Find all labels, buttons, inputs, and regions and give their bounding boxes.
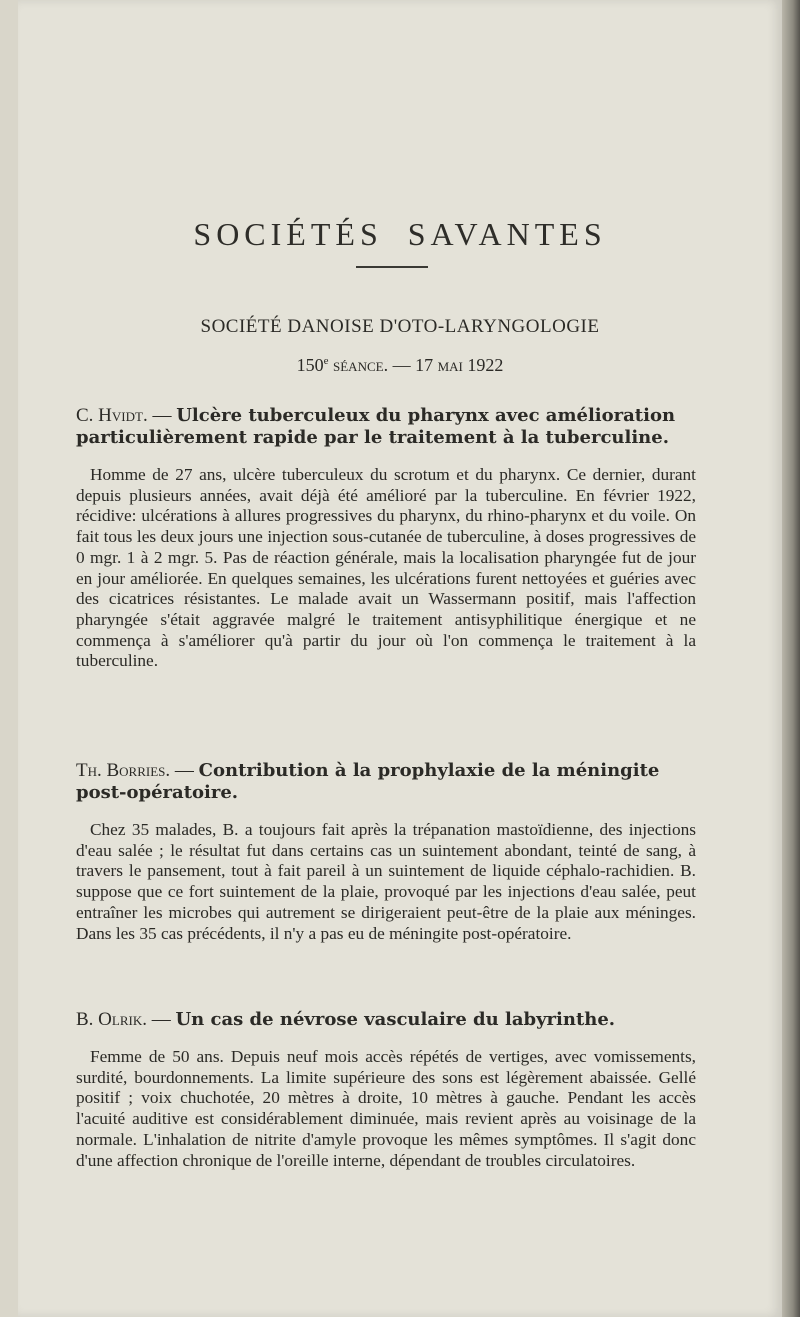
article-author: Th. Borries. — [76, 760, 171, 781]
seance-year: 1922 — [462, 355, 504, 375]
seance-word: séance — [333, 355, 384, 375]
article-author: B. Olrik. — [76, 1009, 147, 1030]
article-hvidt — [76, 405, 696, 672]
seance-sep: . — 17 — [383, 355, 438, 375]
article-author: C. Hvidt. — [76, 405, 148, 426]
article-olrik — [76, 1009, 696, 1171]
seance-month: mai — [437, 355, 463, 375]
article-body: Chez 35 malades, B. a toujours fait après la trépanation mastoïdienne, des injections d'eau salée ; le résultat fut dans certains cas un suintement abondant, teinté de sang, à travers le pansement, tout à fait pareil à un suintement de liquide céphalo-rachidien. B. suppose que ce fort suintement de la plaie, provoqué par les injections d'eau salée, peut entraîner les microbes qui autrement se dirigeraient peut-être de la plaie aux méninges. Dans les 35 cas précédents, il n'y a pas eu de méningite post-opératoire. — [76, 820, 696, 943]
article-title: Contribution à la prophylaxie de la méningite post-opératoire. — [76, 760, 660, 803]
article-borries — [76, 760, 696, 944]
seance-sup: e — [323, 355, 329, 367]
society-heading: SOCIÉTÉ DANOISE D'OTO-LARYNGOLOGIE — [200, 316, 600, 337]
article-title: Un cas de névrose vasculaire du labyrinthe. — [175, 1009, 616, 1030]
seance-line — [0, 355, 800, 376]
article-sep: — — [146, 1009, 176, 1030]
article-body: Femme de 50 ans. Depuis neuf mois accès répétés de vertiges, avec vomissements, surdité, bourdonnements. La limite supérieure des sons est légèrement abaissée. Gellé positif ; voix chuchotée, 20 mètres à droite, 10 mètres à gauche. Pendant les accès l'acuité auditive est considérablement diminuée, mais revient après au voisinage de la normale. L'inhalation de nitrite d'amyle provoque les mêmes symptômes. Il s'agit donc d'une affection chronique de l'oreille interne, dépendant de troubles circulatoires. — [76, 1047, 696, 1170]
article-sep: — — [147, 405, 177, 426]
title-divider — [356, 266, 428, 268]
seance-number: 150 — [296, 355, 324, 375]
article-body: Homme de 27 ans, ulcère tuberculeux du scrotum et du pharynx. Ce dernier, durant depuis plusieurs années, avait déjà été amélioré par la tuberculine. En février 1922, récidive: ulcérations à allures progressives du pharynx, du rhino-pharynx et du voile. On fait tous les deux jours une injection sous-cutanée de tuberculine, à doses progressives de 0 mgr. 1 à 2 mgr. 5. Pas de réaction générale, mais la localisation pharyngée fut de jour en jour améliorée. En quelques semaines, les ulcérations furent nettoyées et guéries avec des cicatrices résistantes. Le malade avait un Wassermann positif, mais l'affection pharyngée s'était aggravée malgré le traitement antisyphilitique énergique et ne commença à s'améliorer qu'à partir du jour où l'on commença le traitement à la tuberculine. — [76, 465, 696, 671]
section-title: SOCIÉTÉS SAVANTES — [193, 216, 607, 252]
article-heading — [76, 760, 696, 804]
article-title: Ulcère tuberculeux du pharynx avec amélioration particulièrement rapide par le traitement à la tuberculine. — [76, 405, 676, 448]
page-edge-shadow — [782, 0, 800, 1317]
article-heading — [76, 1009, 696, 1031]
article-sep: — — [170, 760, 199, 781]
article-heading — [76, 405, 696, 449]
